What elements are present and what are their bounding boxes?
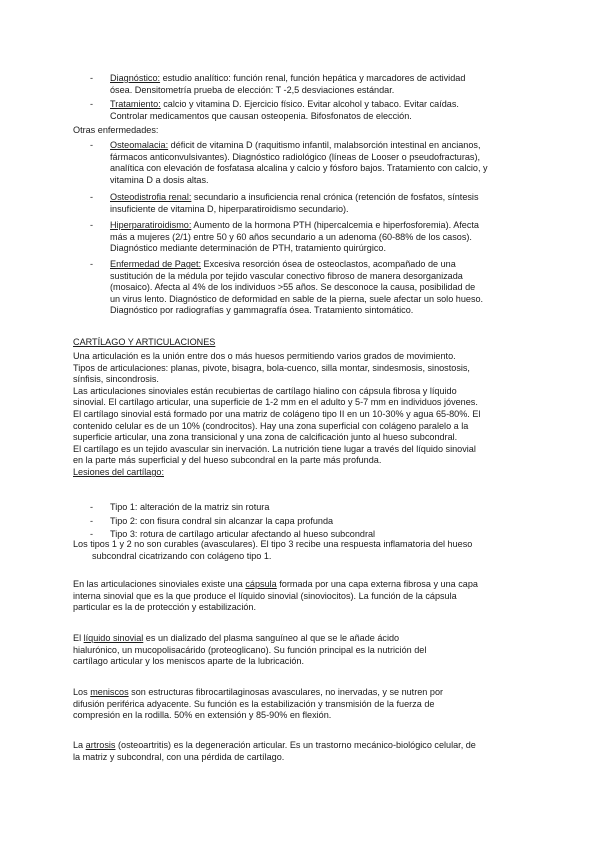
text-fragment: es un dializado del plasma sanguíneo al que se le añade ácido <box>143 633 400 643</box>
text-fragment: Los <box>73 687 91 697</box>
paragraph-articulaciones <box>73 351 553 479</box>
text-fragment: son estructuras fibrocartilaginosas avasculares, no inervadas, y se nutren por <box>128 687 444 697</box>
lesiones-note <box>73 539 553 562</box>
text-line: Excesiva resorción ósea de osteoclastos, acompañado de una <box>201 259 456 269</box>
text-fragment: El <box>73 633 84 643</box>
text-fragment: En las articulaciones sinoviales existe una <box>73 579 246 589</box>
bullet-dash: - <box>90 192 94 202</box>
text-line: Una articulación es la unión entre dos o más huesos permitiendo varios grados de movimiento. <box>73 351 456 361</box>
bullet-dash: - <box>90 529 94 540</box>
text-line: insuficiente de vitamina D, hiperparatiroidismo secundario). <box>110 203 349 214</box>
text-line: déficit de vitamina D (raquitismo infantil, malabsorción intestinal en ancianos, <box>168 140 481 150</box>
text-line: El cartílago sinovial está formado por una matriz de colágeno tipo II en un 10-30% y agua 65-80%. El <box>73 408 481 419</box>
text-line: Aumento de la hormona PTH (hipercalcemia e hiperfosforemia). Afecta <box>191 220 479 230</box>
text-line: vitamina D a dosis altas. <box>110 174 209 185</box>
term-meniscos: meniscos <box>90 687 129 697</box>
paragraph-artrosis <box>73 740 553 763</box>
otras-heading: Otras enfermedades: <box>73 125 159 135</box>
paragraph-meniscos <box>73 687 553 722</box>
text-line: (mosaico). Afecta al 4% de los individuos >55 años. Se desconoce la causa, posibilidad de <box>110 282 476 293</box>
term-diagnostico: Diagnóstico: <box>110 73 161 83</box>
text-line: un virus lento. Diagnóstico de deformidad en sable de la pierna, suele afectar un solo hueso. <box>110 293 484 304</box>
text-line: subcondral cicatrizando con colágeno tipo 1. <box>92 550 272 561</box>
term-tratamiento: Tratamiento: <box>110 99 161 109</box>
text-line: Diagnóstico por radiografías y gammagrafía ósea. Tratamiento sintomático. <box>110 305 414 316</box>
text-line: interna sinovial que es la que produce el líquido sinovial (sinoviocitos). La función de la cápsula <box>73 590 457 601</box>
text-line: más a mujeres (2/1) entre 50 y 60 años secundario a un adenoma (60-88% de los casos). <box>110 231 472 242</box>
text-line: compresión en la rodilla. 50% en extensión y 85-90% en flexión. <box>73 710 332 721</box>
text-line: sínfisis, sincondrosis. <box>73 374 159 385</box>
text-line: secundario a insuficiencia renal crónica (retención de fosfatos, síntesis <box>191 192 479 202</box>
term-osteodistrofia: Osteodistrofia renal: <box>110 192 192 202</box>
bullet-dash: - <box>90 73 94 83</box>
bullet-dash: - <box>90 502 94 512</box>
text-line: sustitución de la médula por tejido vascular conectivo fibroso de manera desorganizada <box>110 270 463 281</box>
bullet-dash: - <box>90 140 94 150</box>
term-paget: Enfermedad de Paget: <box>110 259 201 269</box>
text-line: Tipos de articulaciones: planas, pivote, bisagra, bola-cuenco, silla montar, sindesmosis, sinostosis, <box>73 362 470 373</box>
text-line: calcio y vitamina D. Ejercicio físico. Evitar alcohol y tabaco. Evitar caídas. <box>160 99 459 109</box>
text-line: Diagnóstico mediante determinación de PTH, tratamiento quirúrgico. <box>110 243 386 254</box>
lesion-item: Tipo 1: alteración de la matriz sin rotura <box>110 502 270 512</box>
text-line: particular es la de protección y estabilización. <box>73 602 256 613</box>
text-line: fármacos anticonvulsivantes). Diagnóstico radiológico (líneas de Looser o pseudofracturas), <box>110 151 481 162</box>
term-artrosis: artrosis <box>85 740 116 750</box>
bullet-dash: - <box>90 99 94 109</box>
text-fragment: La <box>73 740 86 750</box>
text-line: cartílago articular y los meniscos aparte de la lubricación. <box>73 656 304 667</box>
lesion-item: Tipo 2: con fisura condral sin alcanzar la capa profunda <box>110 515 334 526</box>
text-line: difusión periférica adyacente. Su función es la estabilización y transmisión de la fuerza de <box>73 698 435 709</box>
text-line: sinovial. El cartílago articular, una superficie de 1-2 mm en el adulto y 5-7 mm en individuos jóvenes. <box>73 397 478 408</box>
bullet-dash: - <box>90 220 94 230</box>
term-capsula: cápsula <box>245 579 277 589</box>
text-line: Los tipos 1 y 2 no son curables (avasculares). El tipo 3 recibe una respuesta inflamatoria del hueso <box>73 539 473 549</box>
text-line: la matriz y subcondral, con una pérdida de cartílago. <box>73 751 285 762</box>
text-line: contenido celular es de un 10% (condrocitos). Hay una zona superficial con colágeno paralelo a la <box>73 420 469 431</box>
bullet-dash: - <box>90 259 94 269</box>
section-title: CARTÍLAGO Y ARTICULACIONES <box>73 337 216 347</box>
term-liquido-sinovial: líquido sinovial <box>83 633 144 643</box>
text-line: en la parte más superficial y del hueso subcondral en la parte más profunda. <box>73 455 382 466</box>
text-line: Controlar medicamentos que causan osteopenia. Bifosfonatos de elección. <box>110 110 412 121</box>
bullet-dash: - <box>90 515 94 526</box>
paragraph-capsula <box>73 579 553 614</box>
text-line: estudio analítico: función renal, función hepática y marcadores de actividad <box>160 73 466 83</box>
lesiones-heading: Lesiones del cartílago: <box>73 466 164 477</box>
text-line: superficie articular, una zona transicional y una zona de calcificación junto al hueso subcondral. <box>73 432 458 443</box>
text-line: ósea. Densitometría prueba de elección: T -2,5 desviaciones estándar. <box>110 84 395 95</box>
text-fragment: formada por una capa externa fibrosa y una capa <box>276 579 478 589</box>
lesiones-list <box>90 502 550 541</box>
text-line: analítica con elevación de fosfatasa alcalina y calcio y fósforo bajos. Tratamiento con calcio, y <box>110 163 488 174</box>
text-line: hialurónico, un mucopolisacárido (proteoglicano). Su función principal es la nutrición del <box>73 644 427 655</box>
text-line: El cartílago es un tejido avascular sin inervación. La nutrición tiene lugar a través del líquido sinovial <box>73 443 476 454</box>
paragraph-liquido-sinovial <box>73 633 553 668</box>
text-line: Las articulaciones sinoviales están recubiertas de cartílago hialino con cápsula fibrosa y líquido <box>73 385 457 396</box>
text-fragment: (osteoartritis) es la degeneración articular. Es un trastorno mecánico-biológico celular, de <box>115 740 476 750</box>
term-hiperparatiroidismo: Hiperparatiroidismo: <box>110 220 192 230</box>
lesion-item: Tipo 3: rotura de cartílago articular afectando al hueso subcondral <box>110 529 376 540</box>
term-osteomalacia: Osteomalacia: <box>110 140 169 150</box>
